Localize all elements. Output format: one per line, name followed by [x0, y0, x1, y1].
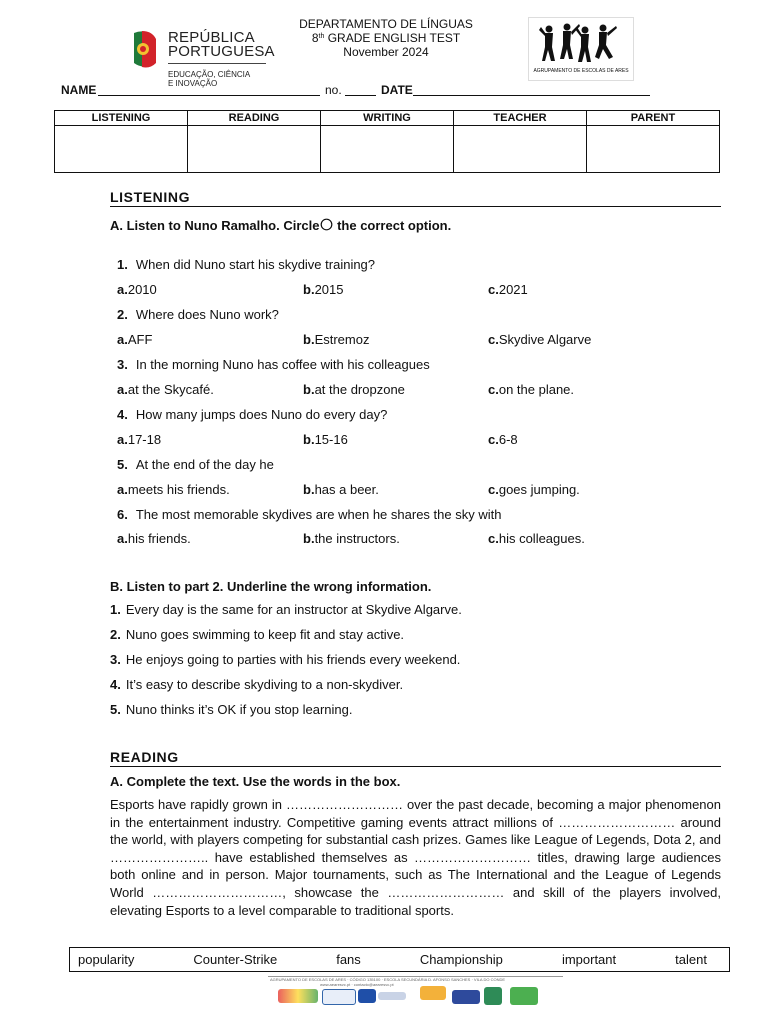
- grades-header-parent: PARENT: [587, 111, 720, 126]
- word-box: [69, 947, 730, 972]
- grades-cell-teacher[interactable]: [454, 126, 587, 173]
- logo-sub-line1: EDUCAÇÃO, CIÊNCIA: [168, 70, 251, 79]
- republica-portuguesa-logo: [130, 27, 280, 89]
- reading-part-a-instruction: A. Complete the text. Use the words in the box.: [110, 774, 401, 789]
- grades-header-reading: READING: [188, 111, 321, 126]
- q3-option-a[interactable]: a.at the Skycafé.: [117, 382, 214, 397]
- word-box-item: Counter-Strike: [193, 952, 278, 967]
- school-badge-logo: [420, 986, 446, 1000]
- word-box-item: fans: [336, 952, 361, 967]
- word-box-item: important: [561, 952, 617, 967]
- jumping-people-icon: [539, 21, 619, 65]
- listening-part-a-instruction: A. Listen to Nuno Ramalho. Circle the correct option.: [110, 218, 452, 233]
- reading-gap-text: Esports have rapidly grown in ……………………… over the past decade, becoming a major phenomenon in the entertainment industry. Competitive gaming events attract millions of ……………………… around the world, with players competing for substantial cash prizes. Games like League of Legends, Dota 2, and ………………….. have established themselves as ……………………… titles, drawing large audiences both online and in person. Major tournaments, such as The International and the League of Legends World …………………………, showcase the ……………………… and skill of the players involved, elevating Esports to a level comparable to traditional sports.: [110, 797, 721, 918]
- department-title: DEPARTAMENTO DE LÍNGUAS: [299, 17, 473, 31]
- q1-option-b[interactable]: b.2015: [303, 282, 344, 297]
- question-6: 6. The most memorable skydives are when he shares the sky with: [117, 507, 502, 522]
- circle-icon: [320, 218, 333, 231]
- logo-divider: [168, 63, 266, 64]
- erasmus-logo: [452, 990, 480, 1004]
- grades-cell-listening[interactable]: [55, 126, 188, 173]
- eu-cofinanced-text: [378, 992, 406, 1000]
- test-title-rest: GRADE ENGLISH TEST: [324, 31, 461, 45]
- word-box-item: popularity: [78, 952, 135, 967]
- pessoas-2030-logo: [278, 989, 318, 1003]
- eco-escola-logo: [510, 987, 538, 1005]
- grades-cell-reading[interactable]: [188, 126, 321, 173]
- q2-option-a[interactable]: a.AFF: [117, 332, 153, 347]
- word-box-item: talent: [675, 952, 707, 967]
- part-b-item-4[interactable]: 4. It’s easy to describe skydiving to a non-skydiver.: [110, 677, 404, 692]
- grades-header-writing: WRITING: [321, 111, 454, 126]
- part-b-item-1[interactable]: 1. Every day is the same for an instructor at Skydive Algarve.: [110, 602, 462, 617]
- q3-option-c[interactable]: c.on the plane.: [488, 382, 575, 397]
- grades-header-listening: LISTENING: [55, 111, 188, 126]
- listening-part-b-instruction: B. Listen to part 2. Underline the wrong information.: [110, 579, 432, 594]
- q6-option-b[interactable]: b.the instructors.: [303, 531, 400, 546]
- q2-option-c[interactable]: c.Skydive Algarve: [488, 332, 592, 347]
- grade-suffix: th: [318, 33, 325, 40]
- footer-contacts: www.aearesvc.pt · contacto@aearesvc.pt: [320, 982, 394, 987]
- q2-option-b[interactable]: b.Estremoz: [303, 332, 370, 347]
- part-b-item-5[interactable]: 5. Nuno thinks it’s OK if you stop learning.: [110, 702, 353, 717]
- test-date: November 2024: [343, 45, 429, 59]
- logo-title-line2: PORTUGUESA: [168, 43, 275, 60]
- q6-option-a[interactable]: a.his friends.: [117, 531, 191, 546]
- footer-logos: [270, 986, 545, 1008]
- part-b-item-3[interactable]: 3. He enjoys going to parties with his friends every weekend.: [110, 652, 461, 667]
- q1-option-a[interactable]: a.2010: [117, 282, 157, 297]
- question-5: 5. At the end of the day he: [117, 457, 274, 472]
- question-1: 1. When did Nuno start his skydive training?: [117, 257, 376, 272]
- grades-cell-parent[interactable]: [587, 126, 720, 173]
- question-4: 4. How many jumps does Nuno do every day?: [117, 407, 388, 422]
- q6-option-c[interactable]: c.his colleagues.: [488, 531, 585, 546]
- eu-flag-logo: [358, 989, 376, 1003]
- q5-option-a[interactable]: a.meets his friends.: [117, 482, 230, 497]
- listening-rule: [110, 206, 721, 207]
- question-3: 3. In the morning Nuno has coffee with his colleagues: [117, 357, 430, 372]
- reading-rule: [110, 766, 721, 767]
- part-b-item-2[interactable]: 2. Nuno goes swimming to keep fit and stay active.: [110, 627, 405, 642]
- q3-option-b[interactable]: b.at the dropzone: [303, 382, 405, 397]
- q5-option-b[interactable]: b.has a beer.: [303, 482, 379, 497]
- footer-address: AGRUPAMENTO DE ESCOLAS DE ARES · CÓDIGO 135100 · ESCOLA SECUNDÁRIA D. AFONSO SANCHES · VILA DO CONDE: [270, 977, 506, 982]
- logo-sub-line2: E INOVAÇÃO: [168, 79, 218, 88]
- date-field[interactable]: [413, 84, 650, 96]
- listening-heading: LISTENING: [110, 189, 191, 205]
- number-label: no.: [325, 83, 342, 97]
- portugal-flag-icon: [130, 29, 158, 69]
- school-logo-text: AGRUPAMENTO DE ESCOLAS DE ARES: [533, 68, 629, 74]
- grade-number: 8: [311, 31, 319, 45]
- school-logo: [528, 17, 634, 81]
- number-field[interactable]: [345, 84, 376, 96]
- word-box-item: Championship: [419, 952, 503, 967]
- q4-option-a[interactable]: a.17-18: [117, 432, 162, 447]
- q1-option-c[interactable]: c.2021: [488, 282, 528, 297]
- grades-table: [54, 110, 720, 173]
- portugal-2030-logo: [322, 989, 356, 1005]
- q4-option-b[interactable]: b.15-16: [303, 432, 348, 447]
- q4-option-c[interactable]: c.6-8: [488, 432, 518, 447]
- name-field[interactable]: [98, 84, 320, 96]
- grades-header-teacher: TEACHER: [454, 111, 587, 126]
- q5-option-c[interactable]: c.goes jumping.: [488, 482, 580, 497]
- reading-heading: READING: [110, 749, 179, 765]
- date-label: DATE: [381, 83, 413, 97]
- logo-title-line1: REPÚBLICA: [168, 29, 255, 46]
- name-label: NAME: [61, 83, 97, 97]
- bandeira-verde-logo: [484, 987, 502, 1005]
- test-title: [270, 31, 502, 45]
- grades-cell-writing[interactable]: [321, 126, 454, 173]
- question-2: 2. Where does Nuno work?: [117, 307, 279, 322]
